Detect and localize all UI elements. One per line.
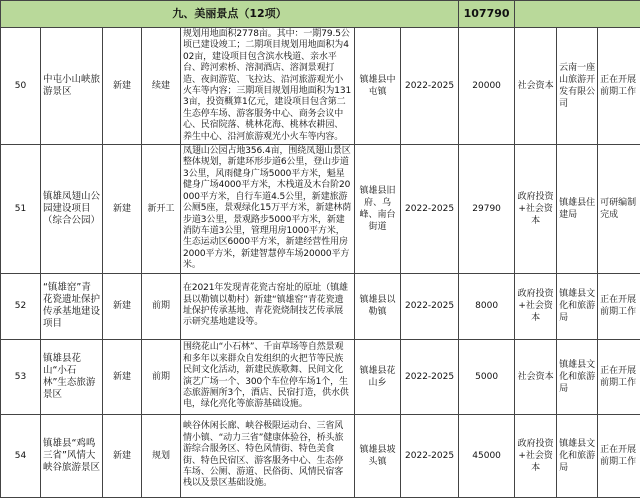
- row-number: 53: [1, 339, 41, 414]
- responsible-unit: 镇雄县文化和旅游局: [557, 414, 598, 497]
- funding-source: 社会资本: [515, 339, 557, 414]
- project-name: “镇雄窑”青花瓷遗址保护传承基地建设项目: [41, 273, 103, 339]
- project-status: 新开工: [142, 145, 181, 273]
- project-location: 镇雄县以勒镇: [355, 273, 401, 339]
- funding-source: 政府投资+社会资本: [515, 145, 557, 273]
- project-status: 前期: [142, 273, 181, 339]
- project-status: 前期: [142, 339, 181, 414]
- funding-source: 政府投资+社会资本: [515, 414, 557, 497]
- responsible-unit: 镇雄县住建局: [557, 145, 598, 273]
- table-row: [1, 339, 640, 414]
- row-number: 52: [1, 273, 41, 339]
- project-status: 规划: [142, 414, 181, 497]
- project-location: 镇雄县旧府、乌峰、南台街道: [355, 145, 401, 273]
- construction-type: 新建: [103, 28, 142, 145]
- progress-status: 可研编制完成: [598, 145, 640, 273]
- row-number: 54: [1, 414, 41, 497]
- project-location: 镇雄县中屯镇: [355, 28, 401, 145]
- progress-status: 正在开展前期工作: [598, 28, 640, 145]
- investment-amount: 29790: [459, 145, 515, 273]
- progress-status: 正在开展前期工作: [598, 273, 640, 339]
- construction-type: 新建: [103, 414, 142, 497]
- construction-type: 新建: [103, 273, 142, 339]
- project-name: 镇雄县花山“小石林”生态旅游景区: [41, 339, 103, 414]
- investment-amount: 20000: [459, 28, 515, 145]
- table-row: [1, 273, 640, 339]
- progress-status: 正在开展前期工作: [598, 339, 640, 414]
- construction-period: 2022-2025: [401, 145, 459, 273]
- section-total-investment: 107790: [459, 1, 515, 28]
- project-content: 围绕花山“小石林”、千亩草场等自然景观和多年以来群众自发组织的火把节等民族民间文化活动，新建民族歌舞、民间文化演艺广场一个、300个车位停车场1个，生态旅游厕所3个，酒店、民宿打造，供水供电，绿化亮化等旅游基础设施。: [181, 339, 355, 414]
- construction-period: 2022-2025: [401, 273, 459, 339]
- progress-status: 正在开展前期工作: [598, 414, 640, 497]
- responsible-unit: 镇雄县文化和旅游局: [557, 273, 598, 339]
- project-name: 中屯小山峡旅游景区: [41, 28, 103, 145]
- investment-amount: 8000: [459, 273, 515, 339]
- construction-type: 新建: [103, 145, 142, 273]
- project-name: 镇雄县“鸡鸣三省”风情大峡谷旅游景区: [41, 414, 103, 497]
- investment-amount: 5000: [459, 339, 515, 414]
- row-number: 51: [1, 145, 41, 273]
- project-content: 凤翅山公园占地356.4亩，围绕凤翅山景区整体规划，新建环形步道6公里，登山步道3公里，风雨健身广场5000平方米，魁星健身广场4000平方米，木栈道及木台阶20000平方米，自行车道4.5公里，新建旅游公厕5座，景观绿化15万平方米，新建林荫步道3公里，景观路步5000平方米，新建消防车道3公里，管理用房1000平方米，生态运动区6000平方米，新建经营性用房2000平方米，新建智慧停车场20000平方米。: [181, 145, 355, 273]
- funding-source: 社会资本: [515, 28, 557, 145]
- responsible-unit: 镇雄县文化和旅游局: [557, 339, 598, 414]
- construction-type: 新建: [103, 339, 142, 414]
- row-number: 50: [1, 28, 41, 145]
- construction-period: 2022-2025: [401, 339, 459, 414]
- section-title: 九、美丽景点（12项）: [1, 1, 459, 28]
- table-row: [1, 145, 640, 273]
- construction-period: 2022-2025: [401, 28, 459, 145]
- project-name: 镇雄凤翅山公园建设项目（综合公园）: [41, 145, 103, 273]
- project-location: 镇雄县坡头镇: [355, 414, 401, 497]
- project-content: 在2021年发现青花瓷古窑址的原址（镇雄县以勒镇以勒村）新建“镇雄窑”青花瓷遗址保护传承基地、青花瓷烧制技艺传承展示研究基地建设等。: [181, 273, 355, 339]
- project-location: 镇雄县花山乡: [355, 339, 401, 414]
- construction-period: 2022-2025: [401, 414, 459, 497]
- funding-source: 政府投资+社会资本: [515, 273, 557, 339]
- investment-amount: 45000: [459, 414, 515, 497]
- table-row: [1, 28, 640, 145]
- project-content: 规划用地面积2778亩。其中：一期79.5公顷已建设竣工；二期项目规划用地面积为402亩，建设项目包含滨水栈道、亲水平台、跨河索桥、溶洞酒店、溶洞景观打造、夜间游览、飞拉达、沿河旅游观光小火车等内容；三期项目规划用地面积为1313亩，投资概算1亿元，建设项目包含第二生态停车场、游客服务中心、商务会议中心、民宿院落、桃林花海、桃林农耕园、养生中心、沿河旅游观光小火车等内容。: [181, 28, 355, 145]
- table-row: [1, 414, 640, 497]
- project-content: 峡谷休闲长廊、峡谷极限运动台、三省风情小镇、“动力三省”健康体验谷，桥头旅游综合服务区、特色风情街、特色美食街、特色民宿区、游客服务中心、生态停车场、公厕、游道、民俗街、风情民宿客栈以及景区基础设施。: [181, 414, 355, 497]
- responsible-unit: 云南一座山旅游开发有限公司: [557, 28, 598, 145]
- project-status: 续建: [142, 28, 181, 145]
- section-header-row: [1, 1, 640, 28]
- section-header-blank: [515, 1, 640, 28]
